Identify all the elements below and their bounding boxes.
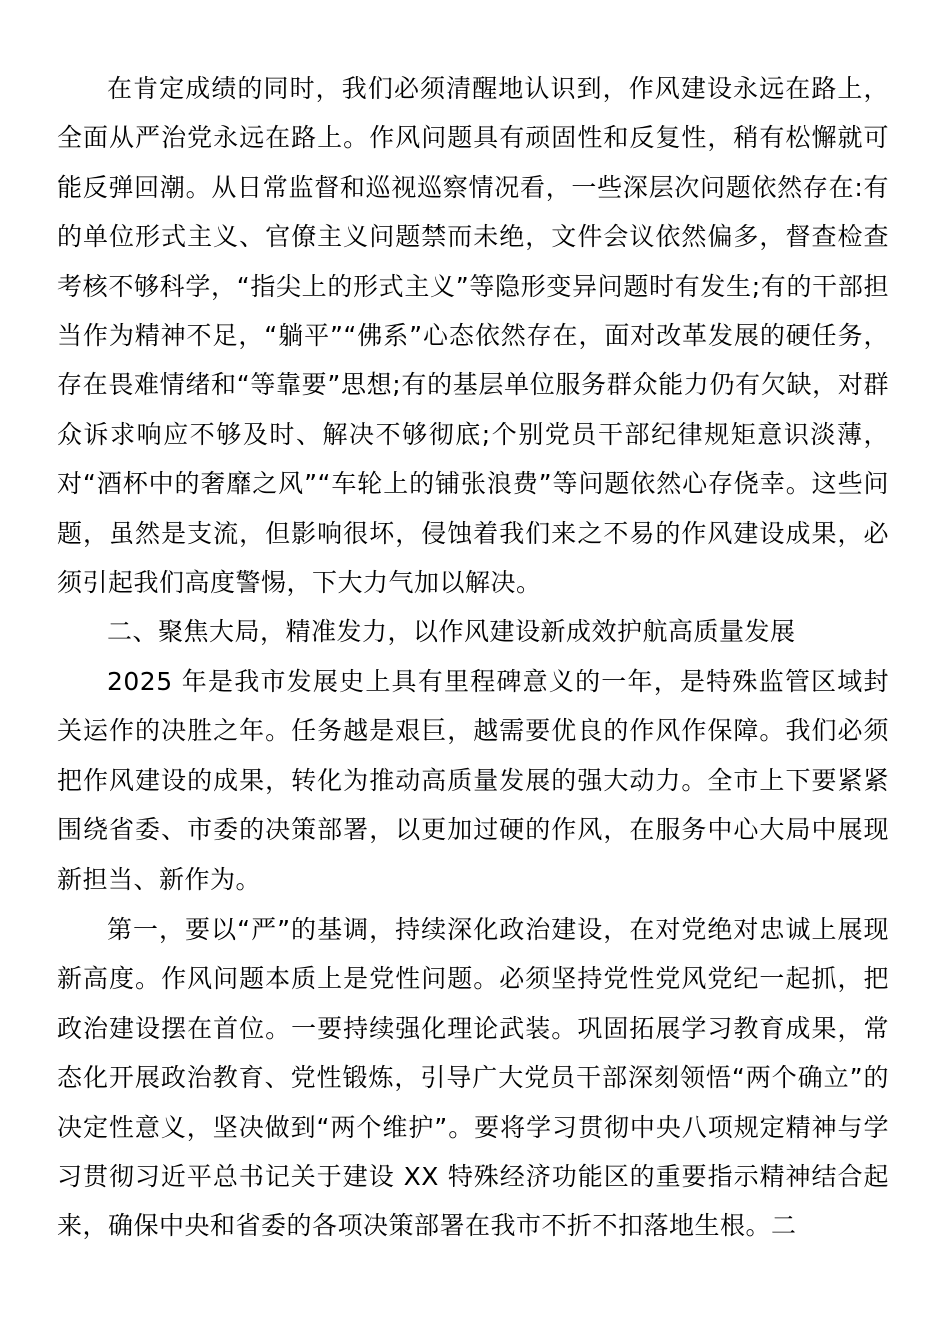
paragraph-work-style-problems: 在肯定成绩的同时，我们必须清醒地认识到，作风建设永远在路上，全面从严治党永远在路上。作风问题具有顽固性和反复性，稍有松懈就可能反弹回潮。从日常监督和巡视巡察情况看，一些深层次问题依然存在:有的单位形式主义、官僚主义问题禁而未绝，文件会议依然偏多，督查检查考核不够科学，“指尖上的形式主义”等隐形变异问题时有发生;有的干部担当作为精神不足，“躺平”“佛系”心态依然存在，面对改革发展的硬任务，存在畏难情绪和“等靠要”思想;有的基层单位服务群众能力仍有欠缺，对群众诉求响应不够及时、解决不够彻底;个别党员干部纪律规矩意识淡薄，对“酒杯中的奢靡之风”“车轮上的铺张浪费”等问题依然心存侥幸。这些问题，虽然是支流，但影响很坏，侵蚀着我们来之不易的作风建设成果，必须引起我们高度警惕，下大力气加以解决。 [57,74,889,598]
section-heading-two: 二、聚焦大局，精准发力，以作风建设新成效护航高质量发展 [107,617,796,646]
paragraph-2025-context: 2025 年是我市发展史上具有里程碑意义的一年，是特殊监管区域封关运作的决胜之年。任务越是艰巨，越需要优良的作风作保障。我们必须把作风建设的成果，转化为推动高质量发展的强大动力。全市上下要紧紧围绕省委、市委的决策部署，以更加过硬的作风，在服务中心大局中展现新担当、新作为。 [57,667,889,894]
paragraph-first-political-building: 第一，要以“严”的基调，持续深化政治建设，在对党绝对忠诚上展现新高度。作风问题本质上是党性问题。必须坚持党性党风党纪一起抓，把政治建设摆在首位。一要持续强化理论武装。巩固拓展学习教育成果，常态化开展政治教育、党性锻炼，引导广大党员干部深刻领悟“两个确立”的决定性意义，坚决做到“两个维护”。要将学习贯彻中央八项规定精神与学习贯彻习近平总书记关于建设 XX 特殊经济功能区的重要指示精神结合起来，确保中央和省委的各项决策部署在我市不折不扣落地生根。二 [57,915,889,1241]
